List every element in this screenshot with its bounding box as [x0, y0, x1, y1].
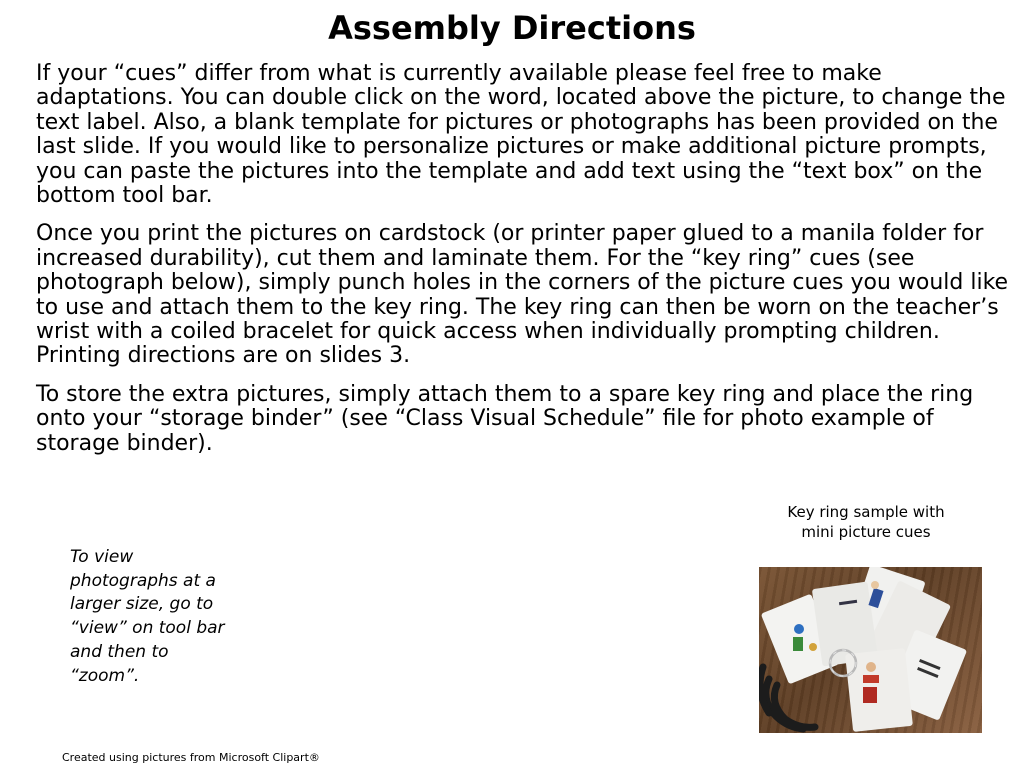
zoom-note: To view photographs at a larger size, go to “view” on tool bar and then to “zoom”.: [70, 547, 225, 686]
photo-caption: Key ring sample with mini picture cues: [787, 503, 945, 541]
key-ring-photo: [759, 567, 982, 733]
paragraph-storage: To store the extra pictures, simply attach them to a spare key ring and place the ring onto your “storage binder” (see “Class Visual Schedule” file for photo example of storage binder).: [36, 381, 974, 456]
page-title: Assembly Directions: [328, 9, 696, 47]
paragraph-adaptations: If your “cues” differ from what is currently available please feel free to make adaptations. You can double click on the word, located above the picture, to change the text label. Also, a blank template for pictures or photographs has been provided on the last slide. If you would like to personalize pictures or make additional picture prompts, you can paste the pictures into the template and add text using the “text box” on the bottom tool bar.: [36, 61, 1006, 209]
directions-text: [36, 62, 1011, 470]
credit-footer: Created using pictures from Microsoft Clipart®: [62, 751, 320, 764]
key-ring-photo-icon: [759, 567, 982, 733]
paragraph-printing: Once you print the pictures on cardstock (or printer paper glued to a manila folder for increased durability), cut them and laminate them. For the “key ring” cues (see photograph below), simply punch holes in the corners of the picture cues you would like to use and attach them to the key ring. The key ring can then be worn on the teacher’s wrist with a coiled bracelet for quick access when individually prompting children. Printing directions are on slides 3.: [36, 221, 1009, 369]
